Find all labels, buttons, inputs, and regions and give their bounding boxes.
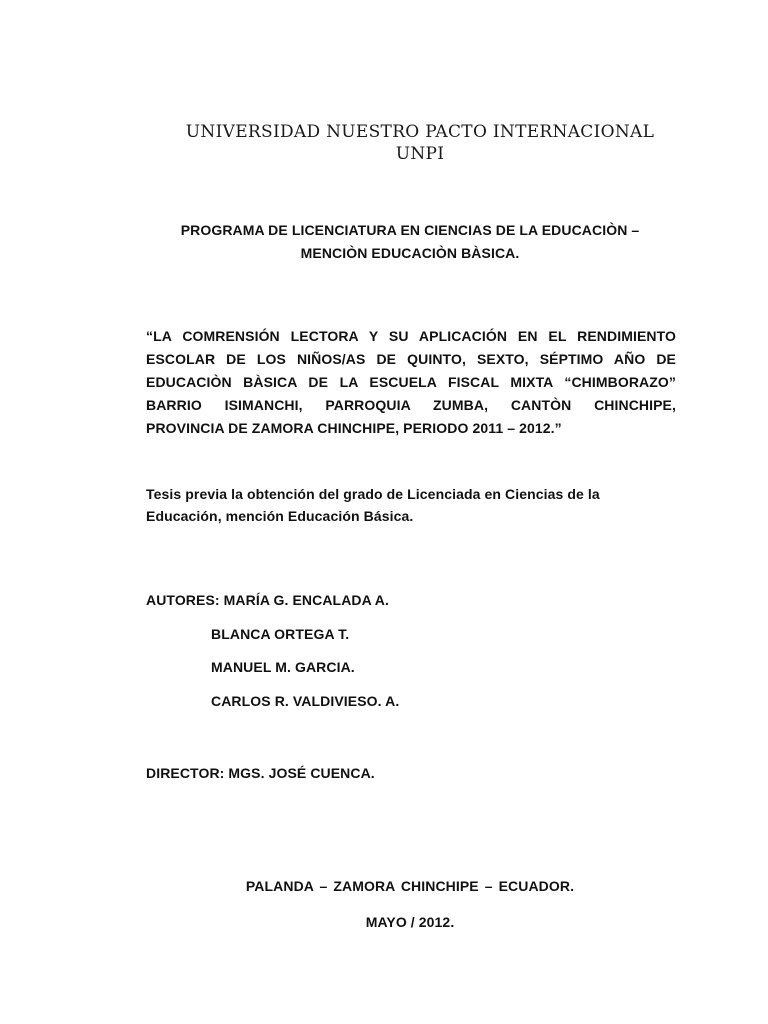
- program-line-1: PROGRAMA DE LICENCIATURA EN CIENCIAS DE LA EDUCACIÒN –: [180, 222, 640, 238]
- director-line: DIRECTOR: MGS. JOSÉ CUENCA.: [146, 765, 375, 781]
- date-line: MAYO / 2012.: [365, 914, 455, 930]
- university-name: UNIVERSIDAD NUESTRO PACTO INTERNACIONAL: [185, 122, 655, 142]
- authors-label: AUTORES: MARÍA G. ENCALADA A.: [146, 592, 389, 608]
- thesis-title-line: EDUCACIÒN BÀSICA DE LA ESCUELA FISCAL MIXTA “CHIMBORAZO”: [146, 374, 676, 390]
- program-line-2: MENCIÒN EDUCACIÒN BÀSICA.: [300, 245, 520, 261]
- degree-statement: [146, 483, 676, 527]
- thesis-title-line: BARRIO ISIMANCHI, PARROQUIA ZUMBA, CANTÒN CHINCHIPE,: [146, 397, 676, 413]
- thesis-title-line: “LA COMRENSIÓN LECTORA Y SU APLICACIÓN EN EL RENDIMIENTO: [146, 328, 676, 344]
- thesis-title: [146, 325, 676, 440]
- program-heading: [140, 219, 680, 265]
- location-line: PALANDA – ZAMORA CHINCHIPE – ECUADOR.: [245, 878, 575, 894]
- author-name: CARLOS R. VALDIVIESO. A.: [211, 693, 400, 709]
- degree-statement-line-2: Educación, mención Educación Básica.: [146, 508, 414, 524]
- thesis-title-line: ESCOLAR DE LOS NIÑOS/AS DE QUINTO, SEXTO, SÉPTIMO AÑO DE: [146, 351, 676, 367]
- thesis-title-line: PROVINCIA DE ZAMORA CHINCHIPE, PERIODO 2011 – 2012.”: [146, 420, 562, 436]
- degree-statement-line-1: Tesis previa la obtención del grado de Licenciada en Ciencias de la: [146, 486, 600, 502]
- university-acronym: UNPI: [395, 144, 445, 164]
- author-name: MANUEL M. GARCIA.: [211, 659, 355, 675]
- author-name: BLANCA ORTEGA T.: [211, 626, 350, 642]
- university-header: [120, 121, 720, 165]
